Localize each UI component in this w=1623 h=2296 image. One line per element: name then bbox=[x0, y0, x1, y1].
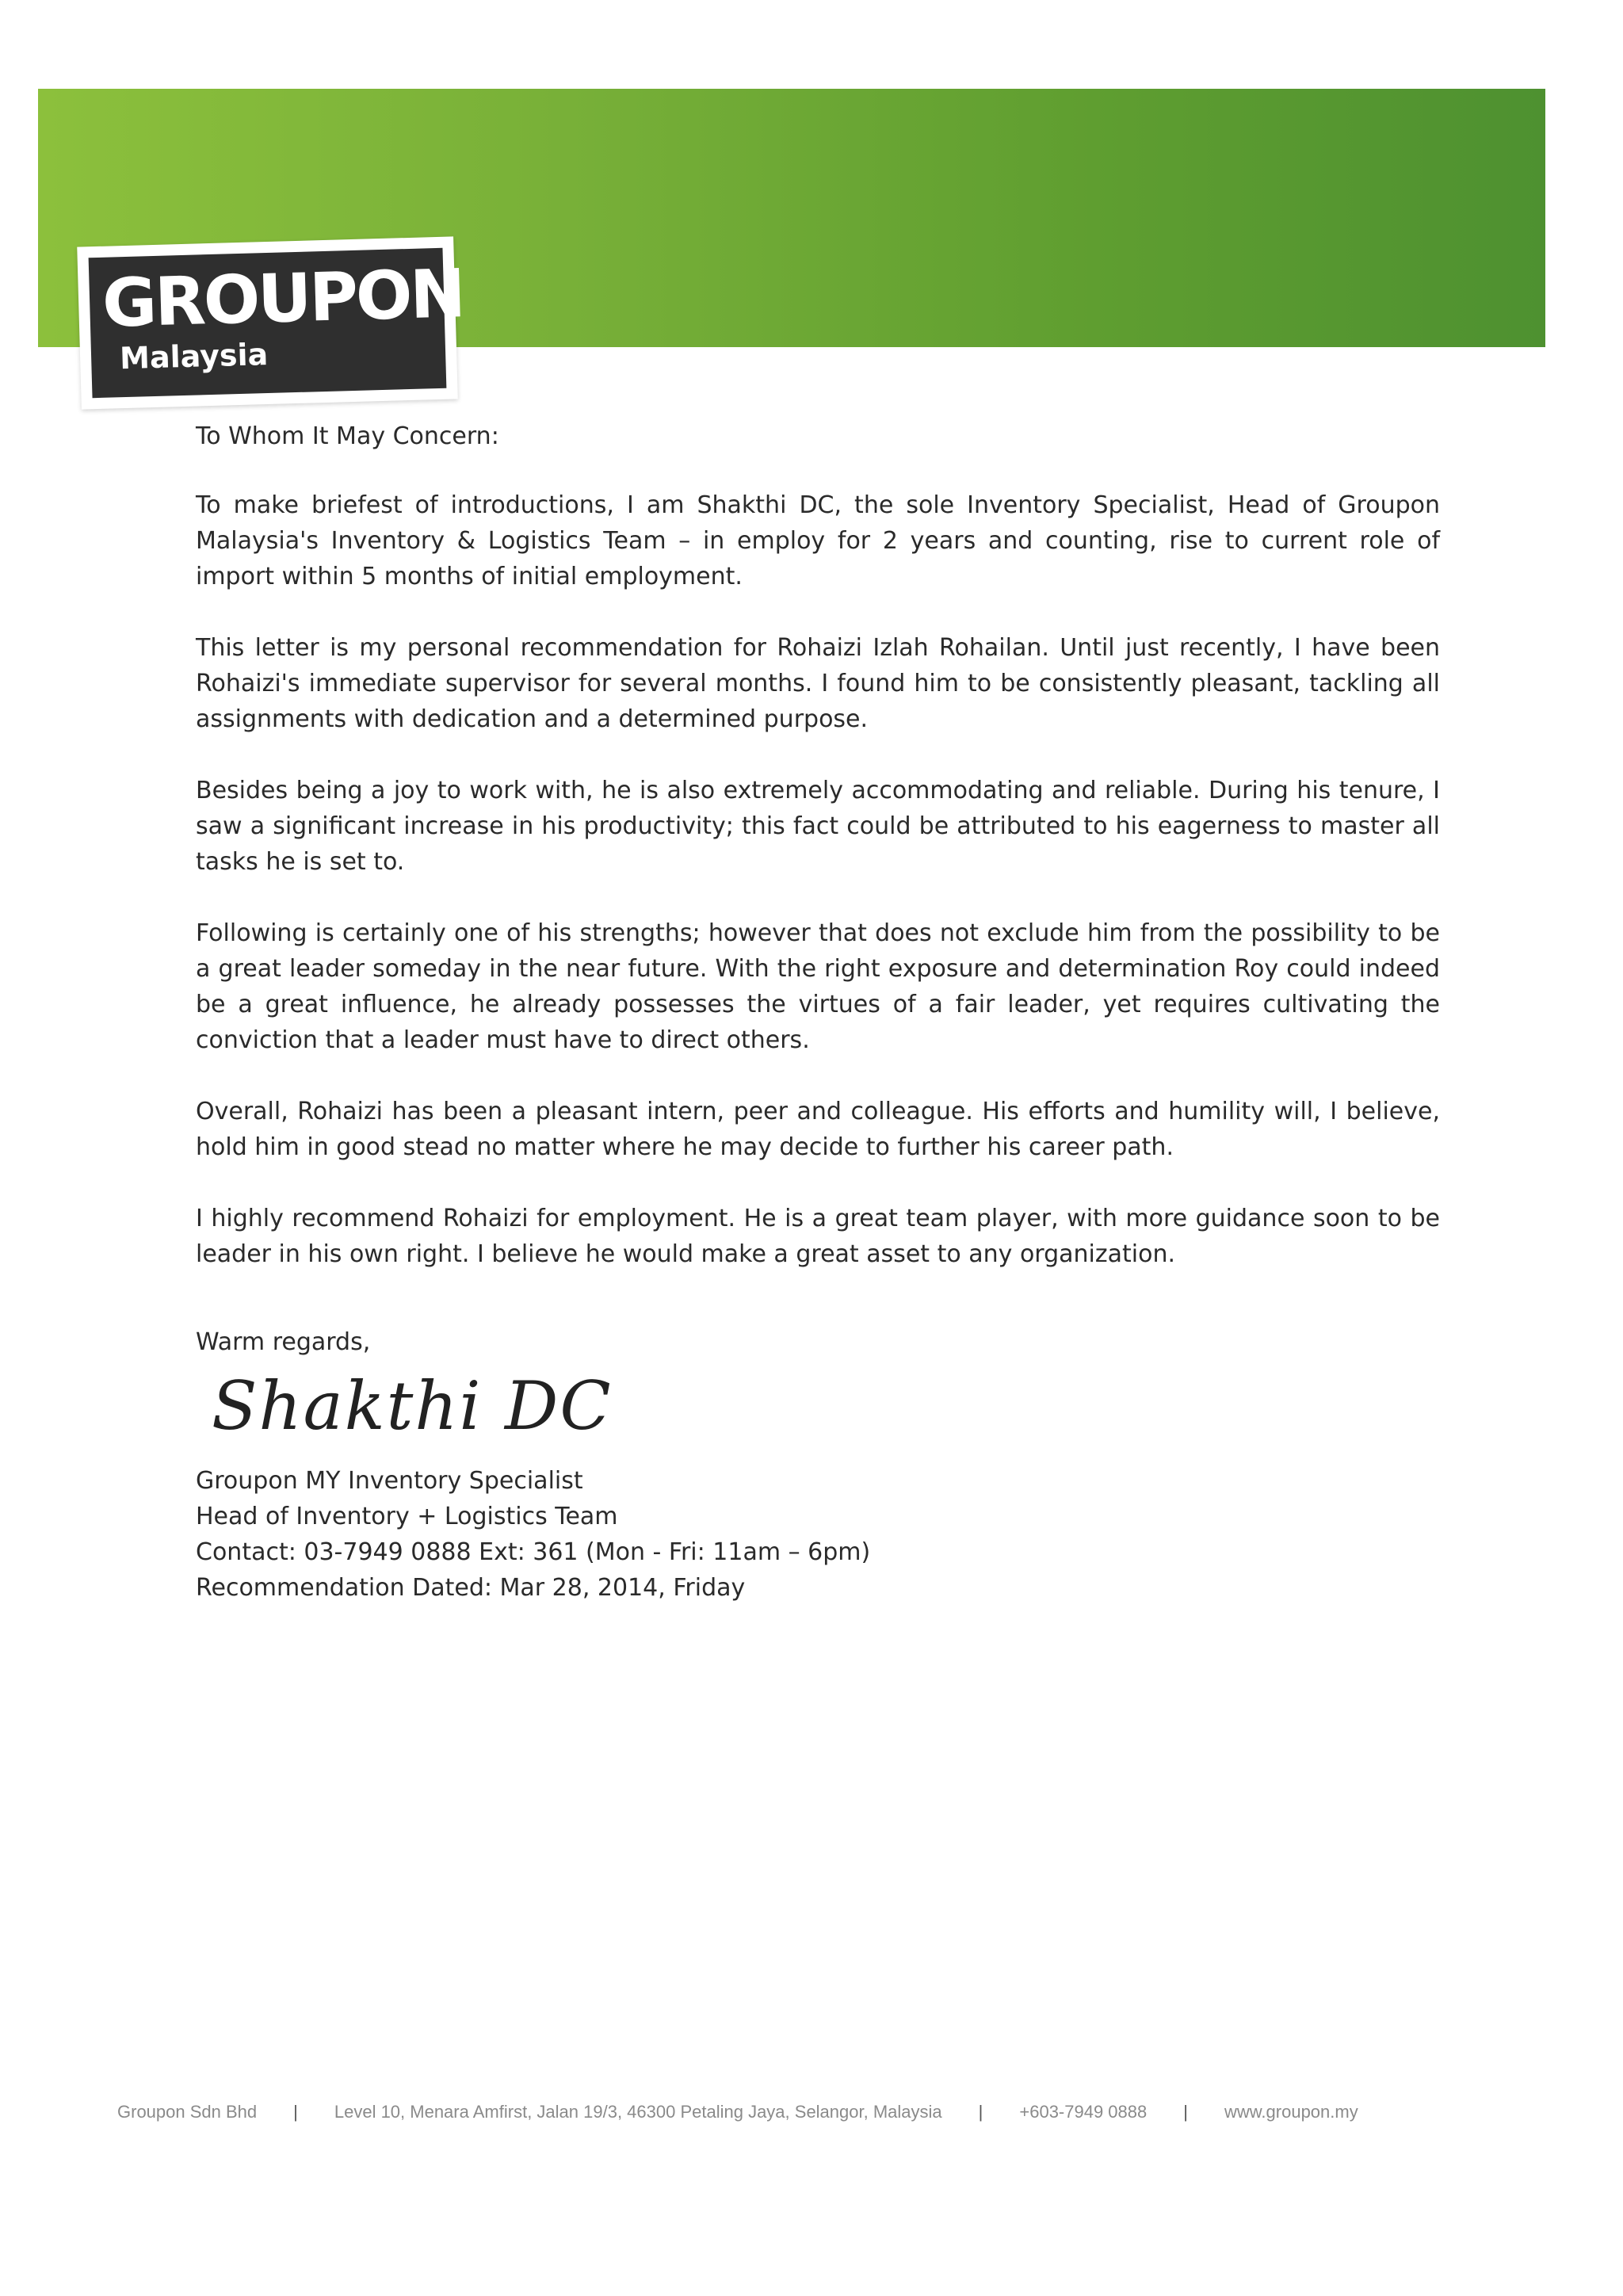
footer-website: www.groupon.my bbox=[1224, 2102, 1358, 2122]
paragraph-leadership: Following is certainly one of his strengths; however that does not exclude him from the possibility to be a great leader someday in the near future. With the right exposure and determination Roy could indeed be a great influence, he already possesses the virtues of a fair leader, yet requires cultivating the conviction that a leader must have to direct others. bbox=[196, 919, 1440, 1054]
logo-subtitle: Malaysia bbox=[119, 337, 269, 376]
handwritten-signature bbox=[196, 1360, 1440, 1463]
groupon-malaysia-logo bbox=[77, 236, 464, 409]
letterhead-footer bbox=[117, 2102, 1496, 2122]
signer-title: Groupon MY Inventory Specialist bbox=[196, 1467, 583, 1495]
footer-separator: | bbox=[978, 2102, 983, 2122]
paragraph-overall: Overall, Rohaizi has been a pleasant intern, peer and colleague. His efforts and humility will, I believe, hold him in good stead no matter where he may decide to further his career path. bbox=[196, 1098, 1440, 1161]
footer-phone: +603-7949 0888 bbox=[1019, 2102, 1148, 2122]
paragraph-reliability: Besides being a joy to work with, he is also extremely accommodating and reliable. During his tenure, I saw a significant increase in his productivity; this fact could be attributed to his eagerness to master all tasks he is set to. bbox=[196, 777, 1440, 876]
footer-separator: | bbox=[1183, 2102, 1188, 2122]
logo-wordmark: GROUPON bbox=[101, 254, 464, 342]
footer-separator: | bbox=[293, 2102, 298, 2122]
signer-contact: Contact: 03-7949 0888 Ext: 361 (Mon - Fri: 11am – 6pm) bbox=[196, 1538, 871, 1566]
signer-details bbox=[196, 1463, 1440, 1606]
signature-text: Shakthi DC bbox=[212, 1367, 613, 1445]
paragraph-introduction: To make briefest of introductions, I am Shakthi DC, the sole Inventory Specialist, Head of Groupon Malaysia's Inventory & Logistics Team – in employ for 2 years and counting, rise to current role of import within 5 months of initial employment. bbox=[196, 491, 1440, 590]
paragraph-recommendation: This letter is my personal recommendation for Rohaizi Izlah Rohailan. Until just recently, I have been Rohaizi's immediate supervisor for several months. I found him to be consistently pleasant, tackling all assignments with dedication and a determined purpose. bbox=[196, 634, 1440, 733]
signer-role: Head of Inventory + Logistics Team bbox=[196, 1503, 618, 1530]
recommendation-date: Recommendation Dated: Mar 28, 2014, Friday bbox=[196, 1574, 746, 1602]
closing-line: Warm regards, bbox=[196, 1328, 371, 1356]
paragraph-endorsement: I highly recommend Rohaizi for employment. He is a great team player, with more guidance soon to be leader in his own right. I believe he would make a great asset to any organization. bbox=[196, 1205, 1440, 1268]
footer-address: Level 10, Menara Amfirst, Jalan 19/3, 46300 Petaling Jaya, Selangor, Malaysia bbox=[334, 2102, 942, 2122]
footer-company: Groupon Sdn Bhd bbox=[117, 2102, 258, 2122]
salutation: To Whom It May Concern: bbox=[196, 422, 499, 450]
letter-body bbox=[196, 418, 1440, 1606]
